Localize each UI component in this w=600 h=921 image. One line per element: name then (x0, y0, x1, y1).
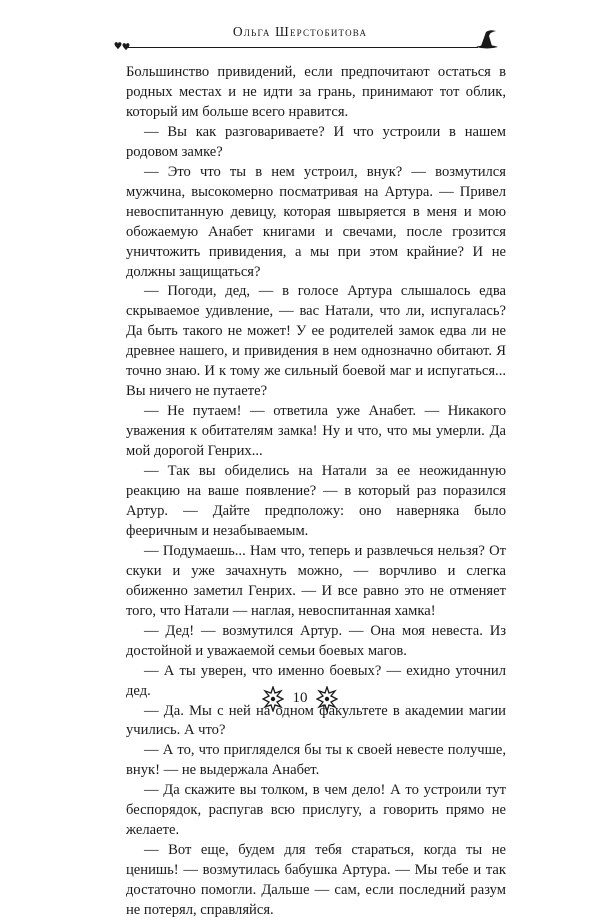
paragraph: — Вы как разговариваете? И что устроили в нашем родовом замке? (126, 123, 506, 160)
paragraph: — А то, что пригляделся бы ты к своей невесте получше, внук! — не выдержала Анабет. (126, 742, 506, 779)
header-author-name: Ольга Шерстобитова (232, 24, 368, 39)
paragraph: Большинство привидений, если предпочитают остаться в родных местах и не идти за грань, принимают тот облик, который им больше всего нравится. (126, 64, 506, 120)
header-rule (126, 47, 478, 48)
page-number: 10 (292, 690, 308, 706)
running-header (0, 0, 600, 60)
page-footer (0, 684, 600, 720)
paragraph: — Это что ты в нем устроил, внук? — возмутился мужчина, высокомерно посматривая на Артура. — Привел невоспитанную девицу, которая швыряется в меня и мою обожаемую Анабет книгами и свечами, после грозится уничтожить привидения, а мы при этом крайние? И не должны защищаться? (126, 163, 506, 280)
paragraph: — Дед! — возмутился Артур. — Она моя невеста. Из достойной и уважаемой семьи боевых магов. (126, 622, 506, 659)
paragraph: — Вот еще, будем для тебя стараться, когда ты не ценишь! — возмутилась бабушка Артура. — Мы тебе и так достаточно помогли. Дальше — сам, если последний разум не потерял, справляйся. (126, 842, 506, 919)
body-text (126, 63, 506, 921)
paragraph: — Так вы обиделись на Натали за ее неожиданную реакцию на ваше появление? — в который раз поразился Артур. — Дайте предположу: оно наверняка было фееричным и незабываемым. (126, 463, 506, 539)
paragraph: — Да. Мы с ней на одном факультете в академии магии учились. А что? (126, 702, 506, 739)
paragraph: — Да скажите вы толком, в чем дело! А то устроили тут беспорядок, распугав всю прислугу, а говорить прямо не желаете. (126, 782, 506, 839)
paragraph: — Погоди, дед, — в голосе Артура слышалось едва скрываемое удивление, — вас Натали, что ли, испугалась? Да быть такого не может! У ее родителей замок едва ли не древнее нашего, и привидения в нем однозначно обитают. Я точно знаю. И к тому же сильный боевой маг и испугаться... Вы ничего не путаете? (126, 283, 506, 400)
paragraph: — Подумаешь... Нам что, теперь и развлечься нельзя? От скуки и уже зачахнуть можно, — ворчливо и слегка обиженно заметил Генрих. — И все равно это не отменяет того, что Натали — наглая, невоспитанная хамка! (126, 542, 506, 619)
paragraph: — А ты уверен, что именно боевых? — ехидно уточнил дед. (126, 662, 506, 699)
paragraph: — Не путаем! — ответила уже Анабет. — Никакого уважения к обитателям замка! Ну и что, что мы умерли. Да мой дорогой Генрих... (126, 403, 506, 460)
star-ornament-icon (316, 686, 338, 712)
witch-hat-icon (474, 28, 500, 52)
hearts-icon (114, 40, 130, 54)
